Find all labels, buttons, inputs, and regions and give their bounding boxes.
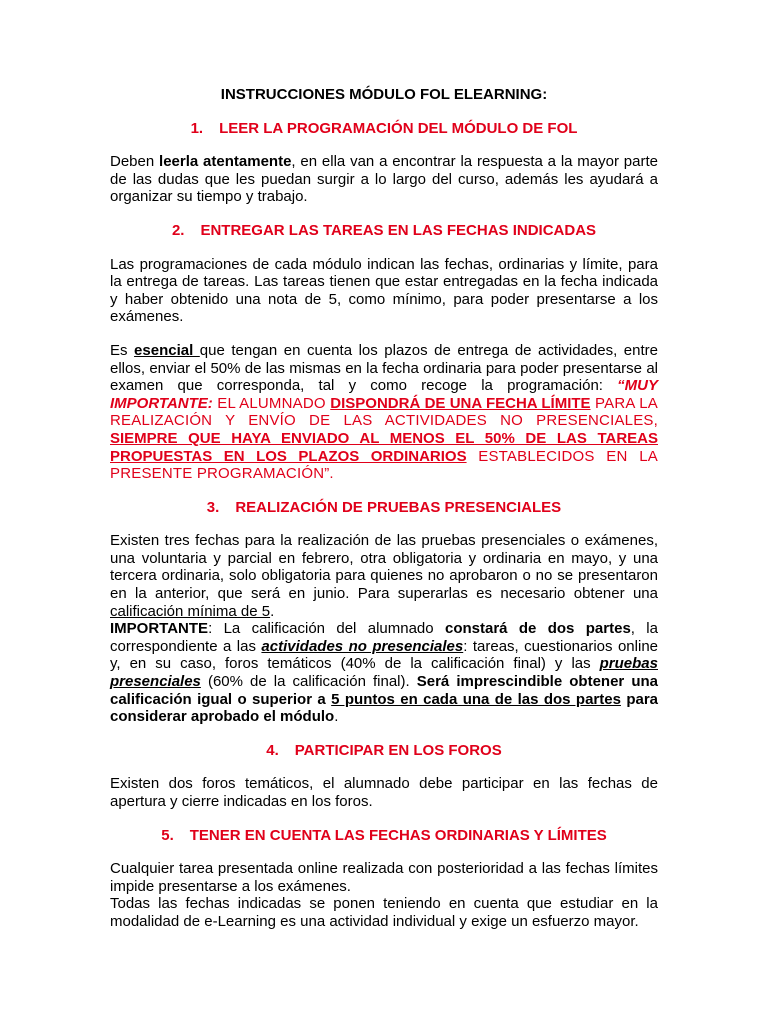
section-1-paragraph — [110, 153, 658, 206]
emphasis-text: Será imprescindible obtener una calificación igual o superior a — [110, 673, 658, 708]
text-run: (60% de la calificación final). — [200, 673, 417, 691]
quote-emphasis: SIEMPRE QUE HAYA ENVIADO AL MENOS EL 50% DE LAS TAREAS PROPUESTAS EN LOS PLAZOS ORDINARIOS — [110, 429, 658, 465]
page-title: INSTRUCCIONES MÓDULO FOL ELEARNING: — [220, 86, 548, 103]
section-heading-4 — [110, 742, 658, 760]
section-heading-text: LEER LA PROGRAMACIÓN DEL MÓDULO DE FOL — [219, 119, 578, 137]
section-number: 4. — [266, 741, 279, 759]
text-run: , en ella van a encontrar la respuesta a la mayor parte de las dudas que les puedan surgir a lo largo del curso, además les ayudará a organizar su tiempo y trabajo. — [110, 153, 658, 206]
text-run: . — [270, 602, 275, 620]
section-number: 5. — [161, 826, 174, 844]
emphasis-text: 5 puntos en cada una de las dos partes — [331, 690, 621, 708]
emphasis-text: IMPORTANTE — [110, 620, 209, 638]
text-run: , la correspondiente a las — [110, 620, 658, 655]
section-4-paragraph: Existen dos foros temáticos, el alumnado debe participar en las fechas de apertura y cierre indicadas en los foros. — [110, 775, 658, 810]
text-run: Es — [110, 341, 135, 359]
quote-text: PARA LA REALIZACIÓN Y ENVÍO DE LAS ACTIVIDADES NO PRESENCIALES, — [110, 394, 658, 430]
section-number: 3. — [206, 498, 220, 516]
text-run: Deben — [110, 153, 160, 171]
section-number: 2. — [171, 221, 185, 239]
quote-emphasis: “MUY IMPORTANTE: — [110, 377, 658, 412]
document-page — [110, 86, 658, 931]
section-heading-5 — [110, 827, 658, 845]
section-heading-text: PARTICIPAR EN LOS FOROS — [294, 741, 502, 759]
text-run: . — [334, 708, 339, 726]
section-heading-text: ENTREGAR LAS TAREAS EN LAS FECHAS INDICADAS — [200, 221, 597, 239]
quote-text: ESTABLECIDOS EN LA PRESENTE PROGRAMACIÓN”. — [110, 447, 658, 483]
section-heading-1 — [110, 120, 658, 138]
text-run: que tengan en cuenta los plazos de entrega de actividades, entre ellos, enviar el 50% de las mismas en la fecha ordinaria para poder presentarse al examen que corresponda, tal y como recoge la programación: — [110, 341, 658, 395]
underlined-text: calificación mínima de 5 — [110, 602, 271, 620]
emphasis-text: constará de dos partes — [444, 620, 631, 638]
section-heading-text: REALIZACIÓN DE PRUEBAS PRESENCIALES — [235, 498, 562, 516]
text-run: : tareas, cuestionarios online y, en su caso, foros temáticos (40% de la calificación final) y las — [110, 637, 658, 673]
emphasis-text: pruebas presenciales — [110, 655, 658, 691]
section-5-paragraph-1: Cualquier tarea presentada online realizada con posterioridad a las fechas límites impide presentarse a los exámenes. — [110, 860, 658, 895]
emphasis-text: actividades no presenciales — [261, 637, 464, 655]
section-2-paragraph-2 — [110, 342, 658, 483]
quote-text: EL ALUMNADO — [212, 394, 331, 412]
section-heading-text: TENER EN CUENTA LAS FECHAS ORDINARIAS Y LÍMITES — [189, 826, 607, 844]
section-number: 1. — [190, 119, 204, 137]
emphasis-text: para considerar aprobado el módulo — [110, 690, 659, 726]
section-5-paragraph-2: Todas las fechas indicadas se ponen teniendo en cuenta que estudiar en la modalidad de e-Learning es una actividad individual y exige un esfuerzo mayor. — [110, 895, 658, 930]
section-3-paragraph-1 — [110, 532, 658, 620]
section-heading-3 — [110, 499, 658, 517]
emphasis-text: esencial — [134, 341, 200, 359]
text-run: : La calificación del alumnado — [208, 620, 445, 638]
section-heading-2 — [110, 222, 658, 240]
text-run: Existen tres fechas para la realización de las pruebas presenciales o exámenes, una voluntaria y parcial en febrero, otra obligatoria y ordinaria en mayo, y una tercera ordinaria, solo obligatoria para quienes no aprobaron o no se presentaron en la anterior, que será en junio. Para superarlas es necesario obtener una — [110, 532, 658, 603]
quote-emphasis: DISPONDRÁ DE UNA FECHA LÍMITE — [330, 394, 591, 412]
section-2-paragraph-1: Las programaciones de cada módulo indican las fechas, ordinarias y límite, para la entrega de tareas. Las tareas tienen que estar entregadas en la fecha indicada y haber obtenido una nota de 5, como mínimo, para poder presentarse a los exámenes. — [110, 255, 658, 326]
emphasis-text: leerla atentamente — [159, 153, 292, 171]
section-3-paragraph-2 — [110, 620, 658, 726]
